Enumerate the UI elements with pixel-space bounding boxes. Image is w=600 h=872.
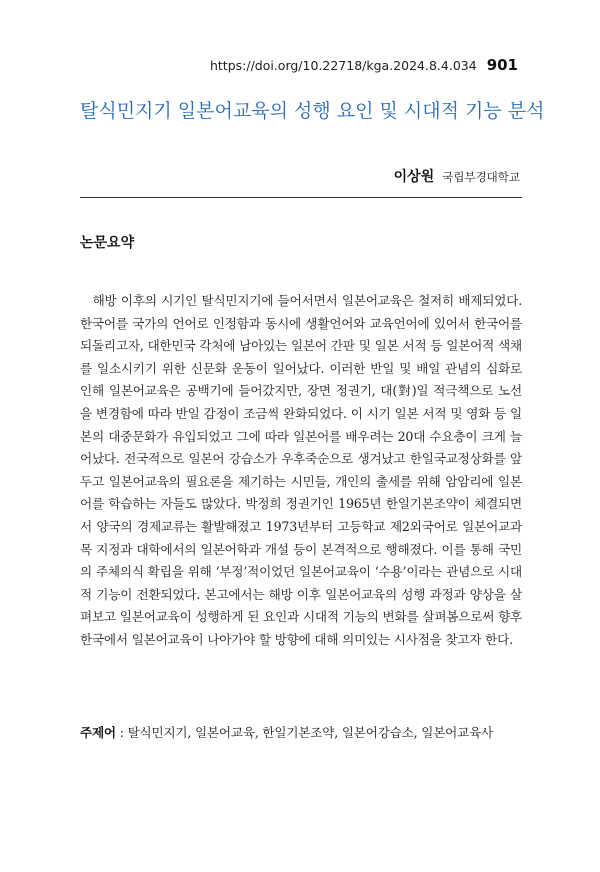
keywords-separator: : <box>115 725 128 740</box>
title-divider <box>80 197 522 198</box>
doi-link[interactable]: https://doi.org/10.22718/kga.2024.8.4.034 <box>209 58 477 73</box>
author-affiliation: 국립부경대학교 <box>442 170 520 184</box>
author-line <box>394 166 520 186</box>
author-name: 이상원 <box>393 169 435 185</box>
page-header <box>210 56 518 74</box>
abstract-body: 해방 이후의 시기인 탈식민지기에 들어서면서 일본어교육은 철저히 배제되었다. 한국어를 국가의 언어로 인정함과 동시에 생활언어와 교육언어에 있어서 한국어를 되돌리고자, 대한민국 각처에 남아있는 일본어 간판 및 일본 서적 등 일본어적 색채를 일소시키기 위한 신문화 운동이 일어났다. 이러한 반일 및 배일 관념의 심화로 인해 일본어교육은 공백기에 들어갔지만, 장면 정권기, 대(對)일 적극책으로 노선을 변경함에 따라 반일 감정이 조금씩 완화되었다. 이 시기 일본 서적 및 영화 등 일본의 대중문화가 유입되었고 그에 따라 일본어를 배우려는 20대 수요층이 크게 늘어났다. 전국적으로 일본어 강습소가 우후죽순으로 생겨났고 한일국교정상화를 앞두고 일본어교육의 필요론을 제기하는 시민들, 개인의 출세를 위해 암암리에 일본어를 학습하는 자들도 많았다. 박정희 정권기인 1965년 한일기본조약이 체결되면서 양국의 경제교류는 활발해졌고 1973년부터 고등학교 제2외국어로 일본어교과목 지정과 대학에서의 일본어학과 개설 등이 본격적으로 행해졌다. 이를 통해 국민의 주체의식 확립을 위해 ‘부정’적이었던 일본어교육이 ‘수용’이라는 관념으로 시대적 기능이 전환되었다. 본고에서는 해방 이후 일본어교육의 성행 과정과 양상을 살펴보고 일본어교육이 성행하게 된 요인과 시대적 기능의 변화를 살펴봄으로써 향후 한국에서 일본어교육이 나아가야 할 방향에 대해 의미있는 시사점을 찾고자 한다. <box>80 293 522 647</box>
keywords <box>80 722 522 741</box>
page-number: 901 <box>486 56 518 74</box>
paper-title: 탈식민지기 일본어교육의 성행 요인 및 시대적 기능 분석 <box>80 100 545 122</box>
abstract-heading: 논문요약 <box>80 235 135 251</box>
keywords-list: 탈식민지기, 일본어교육, 한일기본조약, 일본어강습소, 일본어교육사 <box>127 725 494 740</box>
keywords-label: 주제어 <box>80 725 116 740</box>
